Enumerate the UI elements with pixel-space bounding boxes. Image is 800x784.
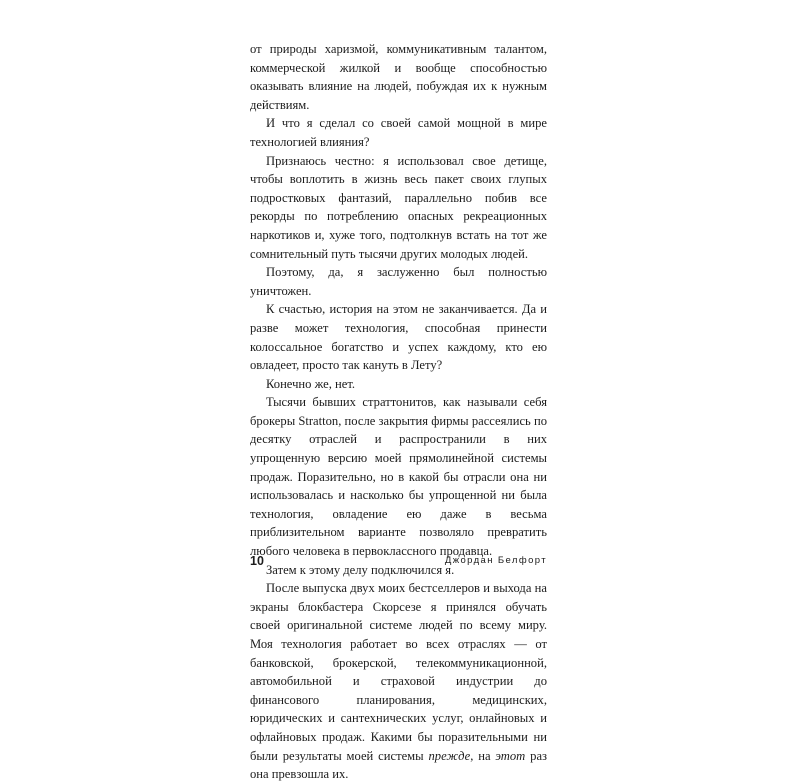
paragraph-9-text-end: раз она превзошла их. (250, 748, 548, 782)
paragraph-7 (250, 393, 547, 560)
paragraph-4-text: Поэтому, да, я заслуженно был полностью уничтожен. (250, 265, 547, 298)
paragraph-1 (250, 40, 547, 114)
paragraph-3 (250, 152, 547, 264)
paragraph-9 (250, 579, 547, 784)
page-footer (250, 554, 547, 572)
running-head-author: Джордан Белфорт (444, 555, 547, 566)
paragraph-9-text: После выпуска двух моих бестселлеров и выхода на экраны блокбастера Скорсезе я принялся обучать своей оригинальной системе людей по всему миру. Моя технология работает во всех отраслях — от банковской, брокерской, телекоммуникационной, автомобильной и страховой индустрии до финансового планирования, медицинских, юридических и сантехнических услуг, онлайновых и офлайновых продаж. Какими бы поразительными ни были результаты моей системы (250, 581, 547, 763)
paragraph-3-text: Признаюсь честно: я использовал свое детище, чтобы воплотить в жизнь весь пакет своих глупых подростковых фантазий, параллельно побив все рекорды по потреблению опасных рекреационных наркотиков и, хуже того, подтолкнув встать на тот же сомнительный путь тысячи других молодых людей. (250, 153, 547, 261)
paragraph-6 (250, 375, 547, 394)
paragraph-6-text: Конечно же, нет. (266, 376, 356, 391)
emphasis-before: прежде (428, 748, 471, 763)
paragraph-5 (250, 300, 547, 374)
paragraph-2 (250, 114, 547, 151)
body-text (250, 40, 547, 784)
paragraph-4 (250, 263, 547, 300)
paragraph-1-text: от природы харизмой, коммуникативным талантом, коммерческой жилкой и вообще способностью оказывать влияние на людей, побуждая их к нужным действиям. (250, 42, 547, 112)
page-number: 10 (250, 554, 264, 568)
paragraph-8-text: Затем к этому делу подключился я. (266, 562, 455, 577)
emphasis-this: этот (495, 748, 526, 763)
paragraph-5-text: К счастью, история на этом не заканчивается. Да и разве может технология, способная принести колоссальное богатство и успех каждому, кто ею овладеет, просто так кануть в Лету? (250, 302, 547, 373)
book-page (250, 40, 548, 782)
paragraph-7-text: Тысячи бывших страттонитов, как называли себя брокеры Stratton, после закрытия фирмы рассеялись по десятку отраслей и распространили в них упрощенную версию моей прямолинейной системы продаж. Поразительно, но в какой бы отрасли она ни использовалась и насколько бы упрощенной ни была технология, овладение ею даже в весьма приблизительном варианте позволяло превратить любого человека в первоклассного продавца. (250, 395, 547, 559)
paragraph-9-text-mid: , на (470, 748, 496, 763)
paragraph-2-text: И что я сделал со своей самой мощной в мире технологией влияния? (250, 116, 547, 149)
